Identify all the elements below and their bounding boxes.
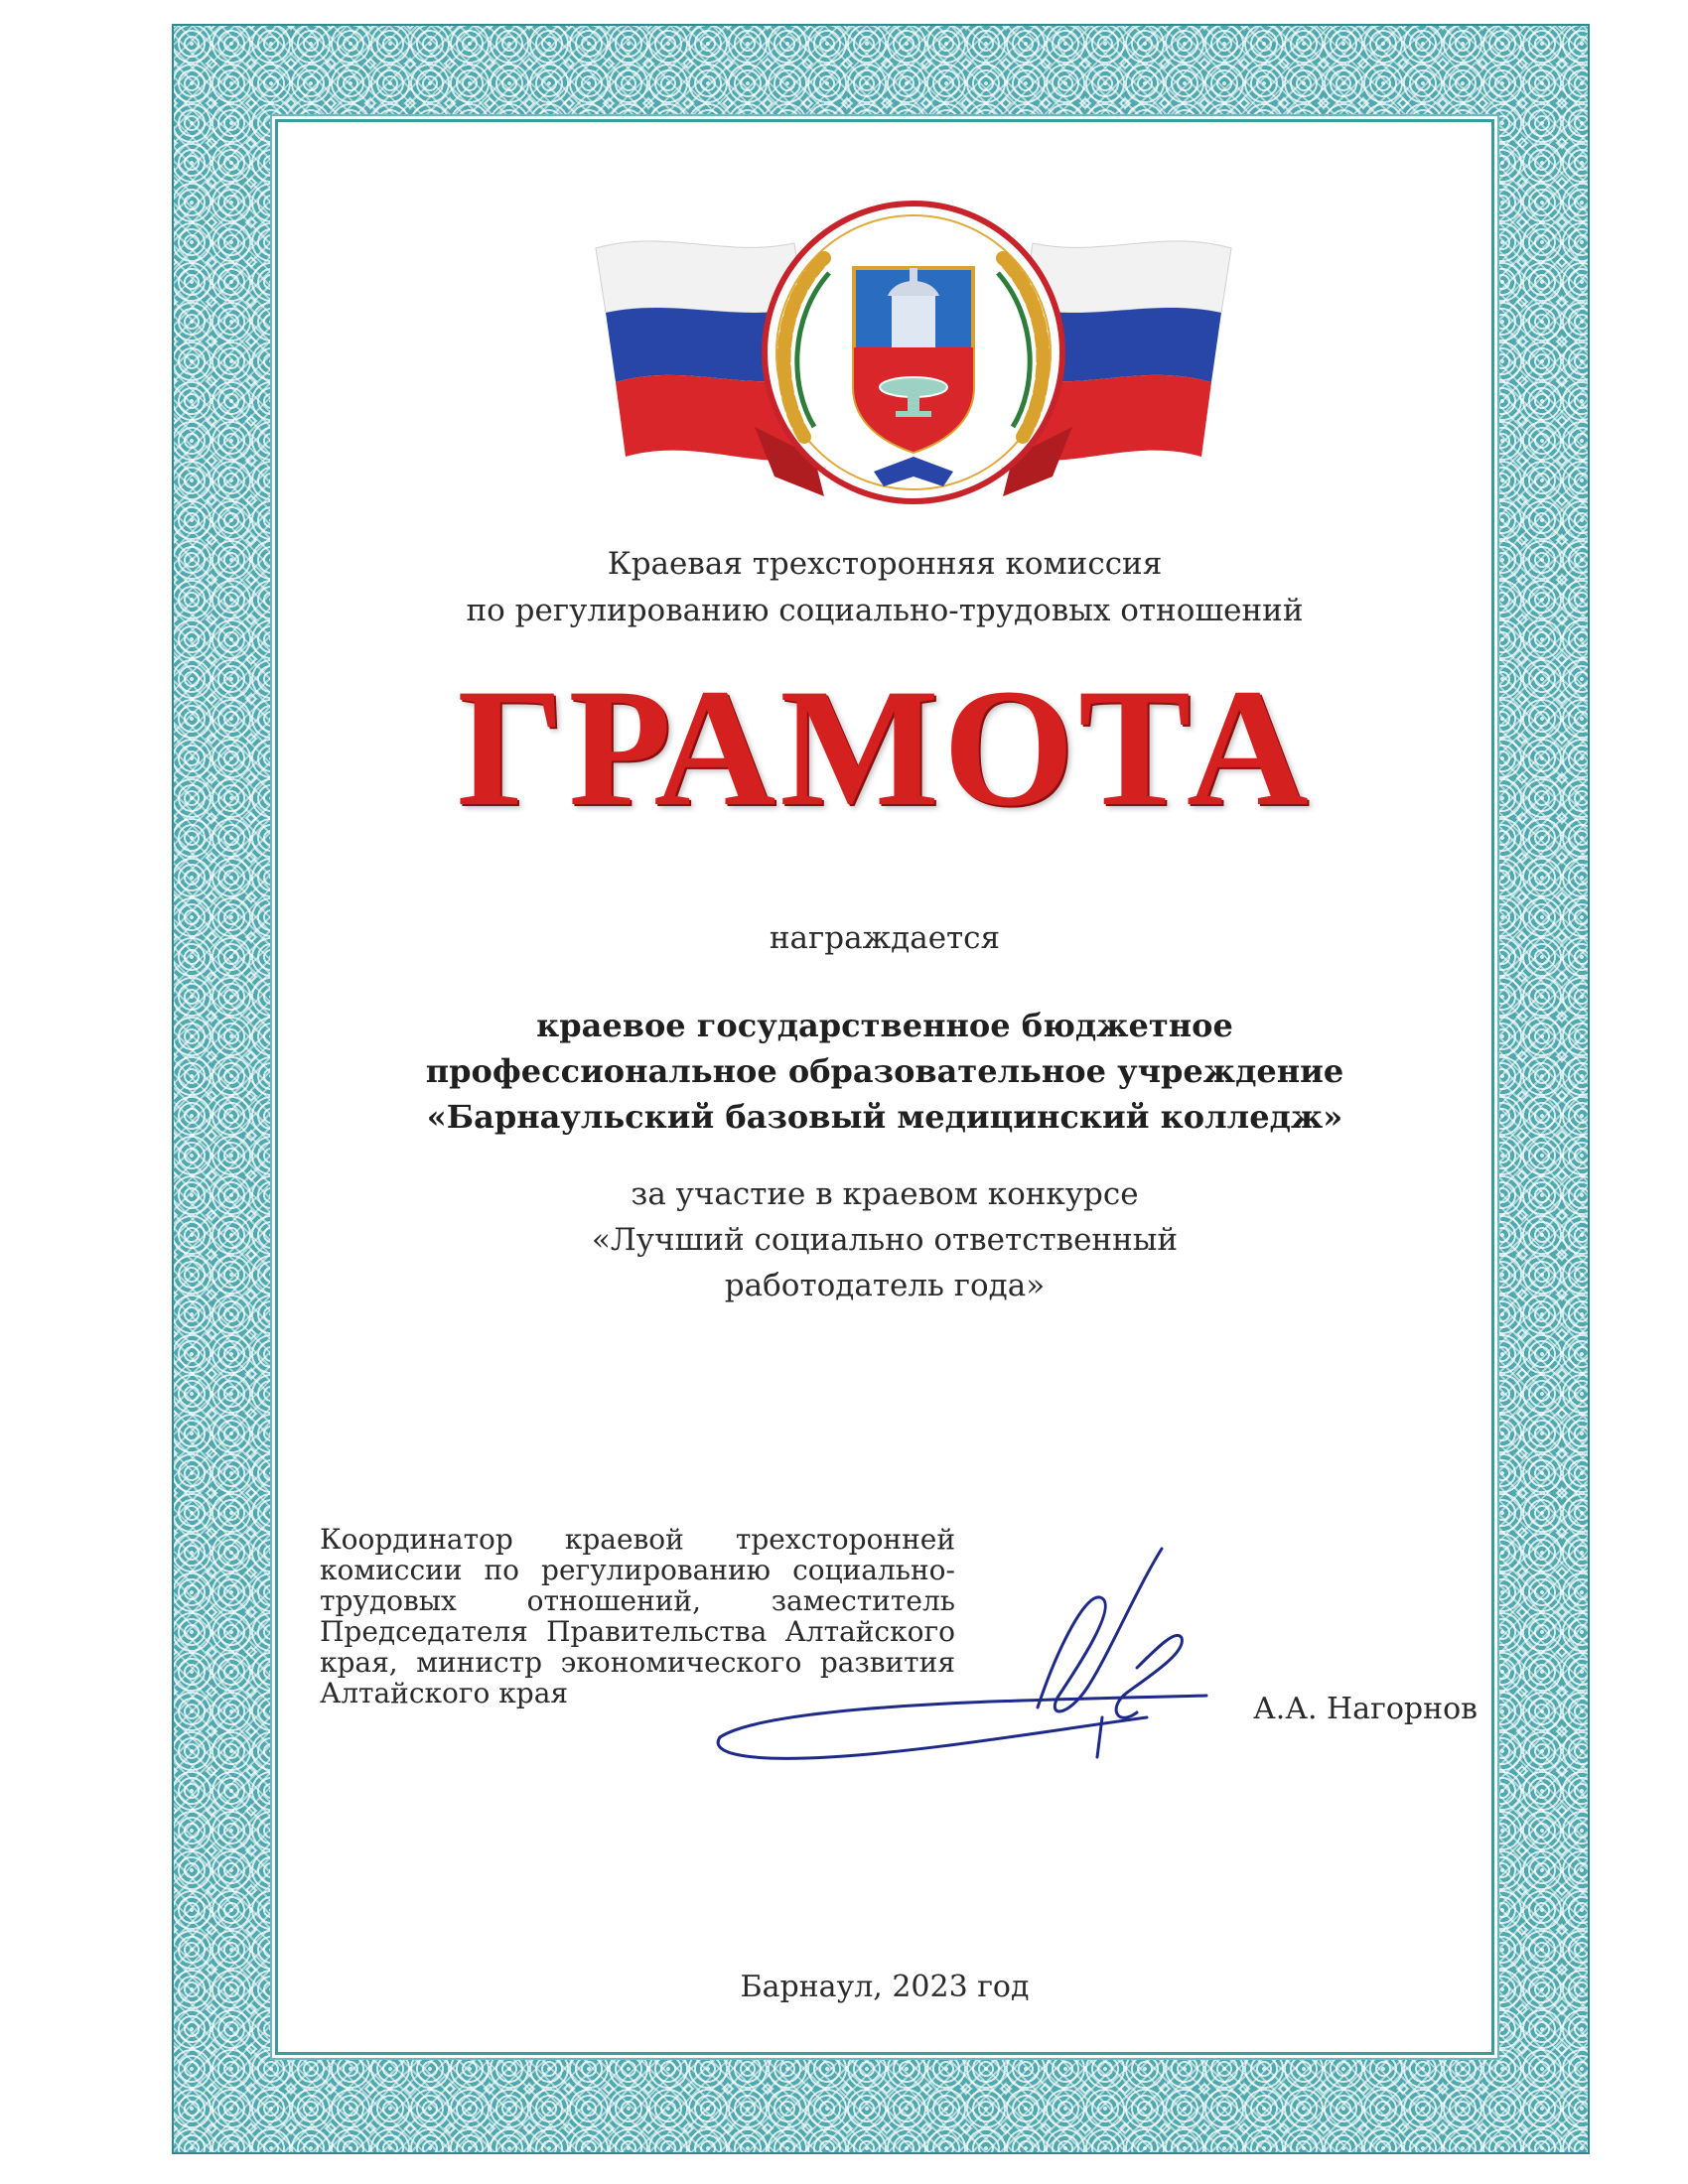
handwritten-signature	[710, 1529, 1266, 1777]
reason-line-3: работодатель года»	[724, 1268, 1046, 1303]
coat-of-arms-flag-emblem	[576, 189, 1251, 526]
place-and-year: Барнаул, 2023 год	[740, 1970, 1030, 2004]
recipient-line-2: профессиональное образовательное учреждение	[425, 1052, 1344, 1090]
awarded-label: награждается	[769, 920, 1001, 956]
commission-line-2: по регулированию социально-трудовых отношений	[466, 593, 1304, 628]
signer-name: А.А. Нагорнов	[1253, 1692, 1478, 1726]
recipient-line-3: «Барнаульский базовый медицинский колледж»	[426, 1098, 1343, 1136]
reason-line-2: «Лучший социально ответственный	[591, 1222, 1179, 1258]
altai-coat-of-arms	[765, 204, 1062, 501]
recipient-line-1: краевое государственное бюджетное	[536, 1007, 1233, 1044]
commission-line-1: Краевая трехсторонняя комиссия	[607, 546, 1163, 582]
signer-position: Координатор краевой трехсторонней комиссии по регулированию социально-трудовых отношений, заместитель Председателя Правительства Алтайского края, министр экономического развития Алтайского края	[320, 1523, 955, 1709]
award-reason	[275, 1171, 1494, 1308]
commission-heading	[275, 541, 1494, 634]
reason-line-1: за участие в краевом конкурсе	[631, 1176, 1139, 1212]
recipient-name	[275, 1003, 1494, 1140]
certificate-title: ГРАМОТА	[457, 654, 1313, 841]
